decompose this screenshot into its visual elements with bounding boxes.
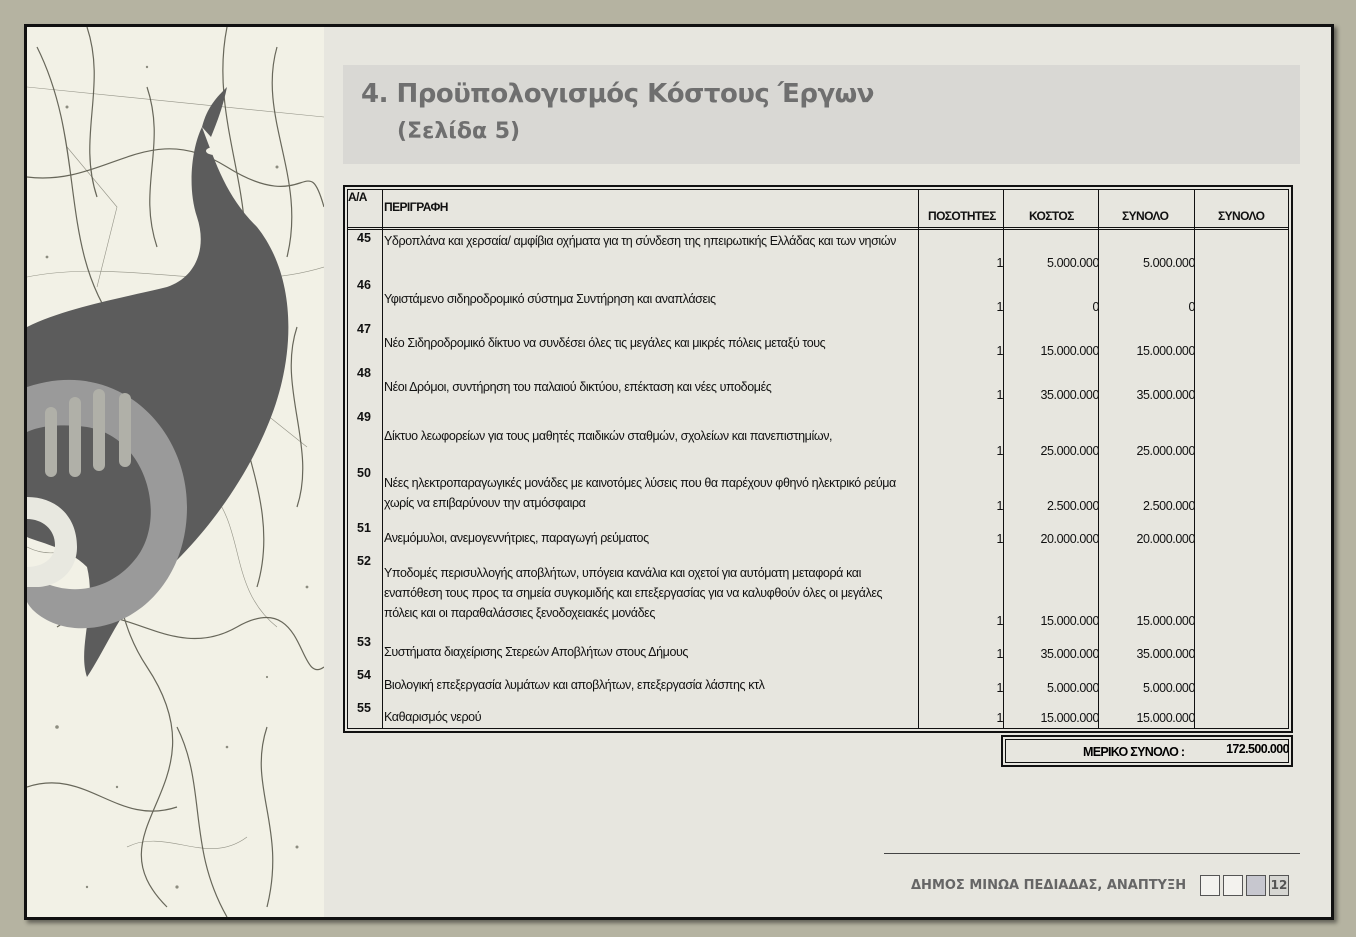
row-number: 47 bbox=[357, 322, 371, 336]
header-cost: ΚΟΣΤΟΣ bbox=[1029, 209, 1074, 223]
header-description: ΠΕΡΙΓΡΑΦΗ bbox=[384, 200, 448, 214]
row-number: 51 bbox=[357, 521, 371, 535]
subtotal-box bbox=[1001, 735, 1293, 767]
row-description: Υδροπλάνα και χερσαία/ αμφίβια οχήματα για τη σύνδεση της ηπειρωτικής Ελλάδας και των νησιών bbox=[384, 234, 897, 248]
decorative-artwork bbox=[27, 27, 324, 917]
row-quantity: 1 bbox=[996, 711, 1003, 725]
row-quantity: 1 bbox=[996, 256, 1003, 270]
row-total: 2.500.000 bbox=[1142, 499, 1195, 513]
row-description: Καθαρισμός νερού bbox=[384, 710, 482, 724]
cost-table bbox=[343, 185, 1293, 733]
subtotal-label: ΜΕΡΙΚΟ ΣΥΝΟΛΟ : bbox=[1083, 745, 1185, 759]
footer-divider bbox=[884, 853, 1300, 854]
page-marker-box-active bbox=[1246, 875, 1266, 896]
row-description: Νέοι Δρόμοι, συντήρηση του παλαιού δικτύου, επέκταση και νέες υποδομές bbox=[384, 380, 772, 394]
page-subtitle: (Σελίδα 5) bbox=[397, 119, 521, 144]
row-total: 15.000.000 bbox=[1136, 614, 1195, 628]
abstract-figure-image bbox=[27, 27, 324, 917]
title-banner bbox=[343, 65, 1300, 164]
row-cost: 25.000.000 bbox=[1040, 444, 1099, 458]
document-page bbox=[24, 24, 1334, 920]
row-total: 15.000.000 bbox=[1136, 711, 1195, 725]
row-total: 25.000.000 bbox=[1136, 444, 1195, 458]
row-number: 46 bbox=[357, 278, 371, 292]
row-number: 48 bbox=[357, 366, 371, 380]
footer-title: ΔΗΜΟΣ ΜΙΝΩΑ ΠΕΔΙΑΔΑΣ, ΑΝΑΠΤΥΞΗ bbox=[911, 878, 1187, 893]
row-quantity: 1 bbox=[996, 344, 1003, 358]
row-number: 53 bbox=[357, 635, 371, 649]
row-total: 15.000.000 bbox=[1136, 344, 1195, 358]
row-total: 5.000.000 bbox=[1142, 681, 1195, 695]
row-cost: 35.000.000 bbox=[1040, 647, 1099, 661]
row-total: 35.000.000 bbox=[1136, 647, 1195, 661]
page-marker-box bbox=[1223, 875, 1243, 896]
row-number: 49 bbox=[357, 410, 371, 424]
row-quantity: 1 bbox=[996, 444, 1003, 458]
row-quantity: 1 bbox=[996, 388, 1003, 402]
row-description: Ανεμόμυλοι, ανεμογεννήτριες, παραγωγή ρεύματος bbox=[384, 531, 649, 545]
row-number: 52 bbox=[357, 554, 371, 568]
row-number: 55 bbox=[357, 701, 371, 715]
row-quantity: 1 bbox=[996, 300, 1003, 314]
row-cost: 20.000.000 bbox=[1040, 532, 1099, 546]
row-total: 0 bbox=[1188, 300, 1195, 314]
row-total: 20.000.000 bbox=[1136, 532, 1195, 546]
row-description: Δίκτυο λεωφορείων για τους μαθητές παιδικών σταθμών, σχολείων και πανεπιστημίων, bbox=[384, 429, 833, 443]
row-total: 5.000.000 bbox=[1142, 256, 1195, 270]
header-total-overall: ΣΥΝΟΛΟ bbox=[1218, 209, 1265, 223]
row-quantity: 1 bbox=[996, 499, 1003, 513]
row-cost: 2.500.000 bbox=[1046, 499, 1099, 513]
header-total: ΣΥΝΟΛΟ bbox=[1122, 209, 1169, 223]
row-total: 35.000.000 bbox=[1136, 388, 1195, 402]
row-quantity: 1 bbox=[996, 681, 1003, 695]
page-title: 4. Προϋπολογισμός Κόστους Έργων bbox=[361, 79, 874, 109]
row-cost: 5.000.000 bbox=[1046, 256, 1099, 270]
row-number: 45 bbox=[357, 231, 371, 245]
row-description: Συστήματα διαχείρισης Στερεών Αποβλήτων στους Δήμους bbox=[384, 645, 689, 659]
row-quantity: 1 bbox=[996, 532, 1003, 546]
row-quantity: 1 bbox=[996, 614, 1003, 628]
row-number: 54 bbox=[357, 668, 371, 682]
row-description: Νέο Σιδηροδρομικό δίκτυο να συνδέσει όλες τις μεγάλες και μικρές πόλεις μεταξύ τους bbox=[384, 336, 826, 350]
subtotal-value: 172.500.000 bbox=[1226, 742, 1289, 756]
page-number: 12 bbox=[1269, 875, 1289, 896]
row-description: Υφιστάμενο σιδηροδρομικό σύστημα Συντήρηση και αναπλάσεις bbox=[384, 292, 716, 306]
page-marker-box bbox=[1200, 875, 1220, 896]
row-cost: 15.000.000 bbox=[1040, 344, 1099, 358]
row-cost: 5.000.000 bbox=[1046, 681, 1099, 695]
row-cost: 15.000.000 bbox=[1040, 614, 1099, 628]
row-cost: 15.000.000 bbox=[1040, 711, 1099, 725]
row-quantity: 1 bbox=[996, 647, 1003, 661]
row-cost: 0 bbox=[1092, 300, 1099, 314]
row-description: Νέες ηλεκτροπαραγωγικές μονάδες με καινοτόμες λύσεις που θα παρέχουν φθηνό ηλεκτρικό ρεύμα χωρίς να επιβαρύνουν την ατμόσφαιρα bbox=[384, 476, 896, 510]
row-description: Βιολογική επεξεργασία λυμάτων και αποβλήτων, επεξεργασία λάσπης κτλ bbox=[384, 678, 765, 692]
row-number: 50 bbox=[357, 466, 371, 480]
row-cost: 35.000.000 bbox=[1040, 388, 1099, 402]
row-description: Υποδομές περισυλλογής αποβλήτων, υπόγεια κανάλια και οχετοί για αυτόματη μεταφορά και εναπόθεση τους προς τα σημεία συγκομιδής και επεξεργασίας για να καλυφθούν όλες οι μεγάλες πόλεις και οι παραθαλάσσιες ξενοδοχειακές μονάδες bbox=[384, 566, 883, 620]
header-quantities: ΠΟΣΟΤΗΤΕΣ bbox=[928, 209, 996, 223]
header-aa: Α/Α bbox=[348, 190, 367, 204]
